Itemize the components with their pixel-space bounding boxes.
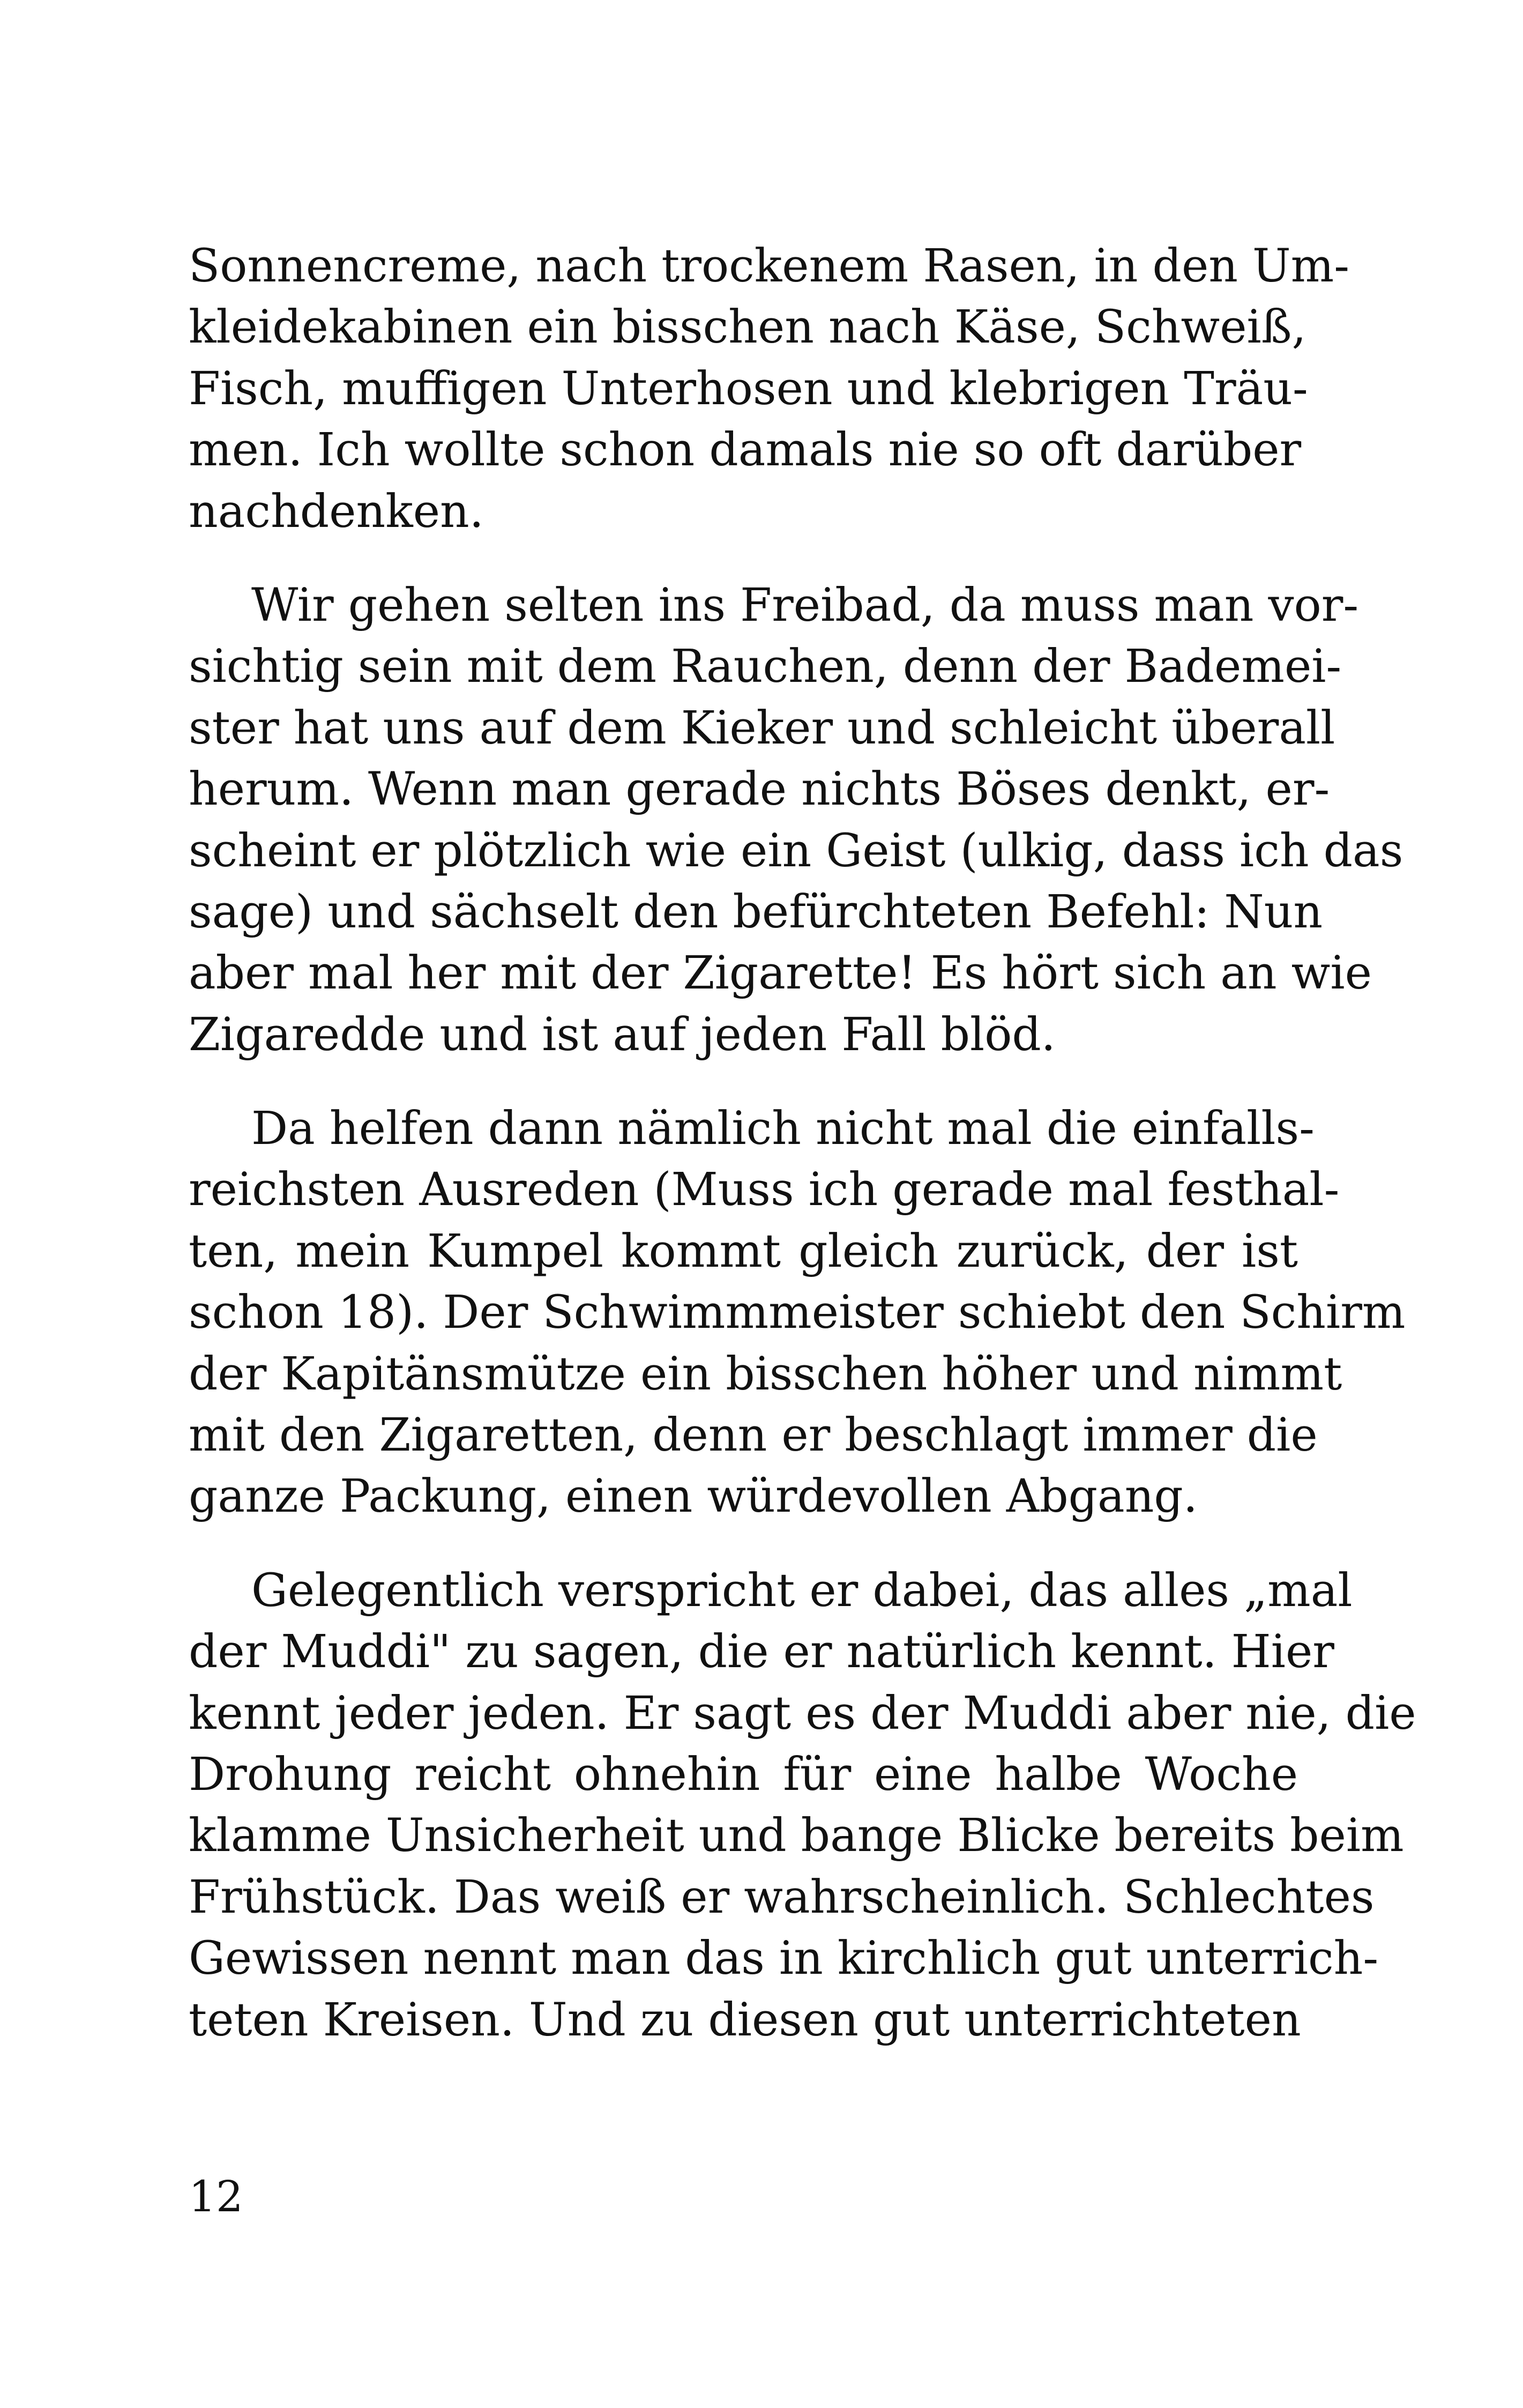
- text-line: scheint er plötzlich wie ein Geist (ulkig, dass ich das: [189, 824, 1403, 878]
- text-line: ganze Packung, einen würdevollen Abgang.: [189, 1470, 1198, 1523]
- text-line: der Kapitänsmütze ein bisschen höher und nimmt: [189, 1347, 1342, 1401]
- text-line: Gewissen nennt man das in kirchlich gut unterrich-: [189, 1932, 1379, 1986]
- text-line: kennt jeder jeden. Er sagt es der Muddi aber nie, die: [189, 1686, 1416, 1740]
- text-line: schon 18). Der Schwimmmeister schiebt den Schirm: [189, 1286, 1406, 1340]
- page-number: 12: [189, 2172, 243, 2221]
- text-line: teten Kreisen. Und zu diesen gut unterrichteten: [189, 1993, 1301, 2047]
- text-line: reichsten Ausreden (Muss ich gerade mal festhal-: [189, 1163, 1340, 1217]
- text-line: Frühstück. Das weiß er wahrscheinlich. Schlechtes: [189, 1870, 1375, 1924]
- text-line: Zigaredde und ist auf jeden Fall blöd.: [189, 1008, 1056, 1061]
- text-line: kleidekabinen ein bisschen nach Käse, Schweiß,: [189, 301, 1307, 354]
- text-line: Gelegentlich verspricht er dabei, das alles „mal: [251, 1564, 1353, 1617]
- text-line: herum. Wenn man gerade nichts Böses denkt, er-: [189, 763, 1330, 816]
- paragraph-gap: [189, 1528, 1298, 1560]
- text-line: Wir gehen selten ins Freibad, da muss man vor-: [251, 578, 1359, 632]
- text-line: aber mal her mit der Zigarette! Es hört sich an wie: [189, 947, 1372, 1000]
- text-line: Sonnencreme, nach trockenem Rasen, in den Um-: [189, 240, 1349, 293]
- paragraph-gap: [189, 542, 1298, 575]
- text-line: Da helfen dann nämlich nicht mal die einfalls-: [251, 1102, 1315, 1156]
- text-line: nachdenken.: [189, 485, 484, 538]
- text-line: ten, mein Kumpel kommt gleich zurück, der ist: [189, 1224, 1298, 1278]
- text-line: mit den Zigaretten, denn er beschlagt immer die: [189, 1409, 1318, 1462]
- text-line: der Muddi" zu sagen, die er natürlich kennt. Hier: [189, 1625, 1334, 1679]
- text-line: ster hat uns auf dem Kieker und schleicht überall: [189, 701, 1335, 755]
- body-text: [189, 236, 1416, 2051]
- text-line: men. Ich wollte schon damals nie so oft darüber: [189, 423, 1302, 477]
- text-line: sage) und sächselt den befürchteten Befehl: Nun: [189, 885, 1323, 939]
- text-line: Fisch, muffigen Unterhosen und klebrigen Träu-: [189, 362, 1308, 415]
- paragraph-gap: [189, 1066, 1298, 1098]
- text-line: klamme Unsicherheit und bange Blicke bereits beim: [189, 1809, 1404, 1863]
- text-line: sichtig sein mit dem Rauchen, denn der Bademei-: [189, 640, 1342, 694]
- text-line: Drohung reicht ohnehin für eine halbe Woche: [189, 1748, 1298, 1801]
